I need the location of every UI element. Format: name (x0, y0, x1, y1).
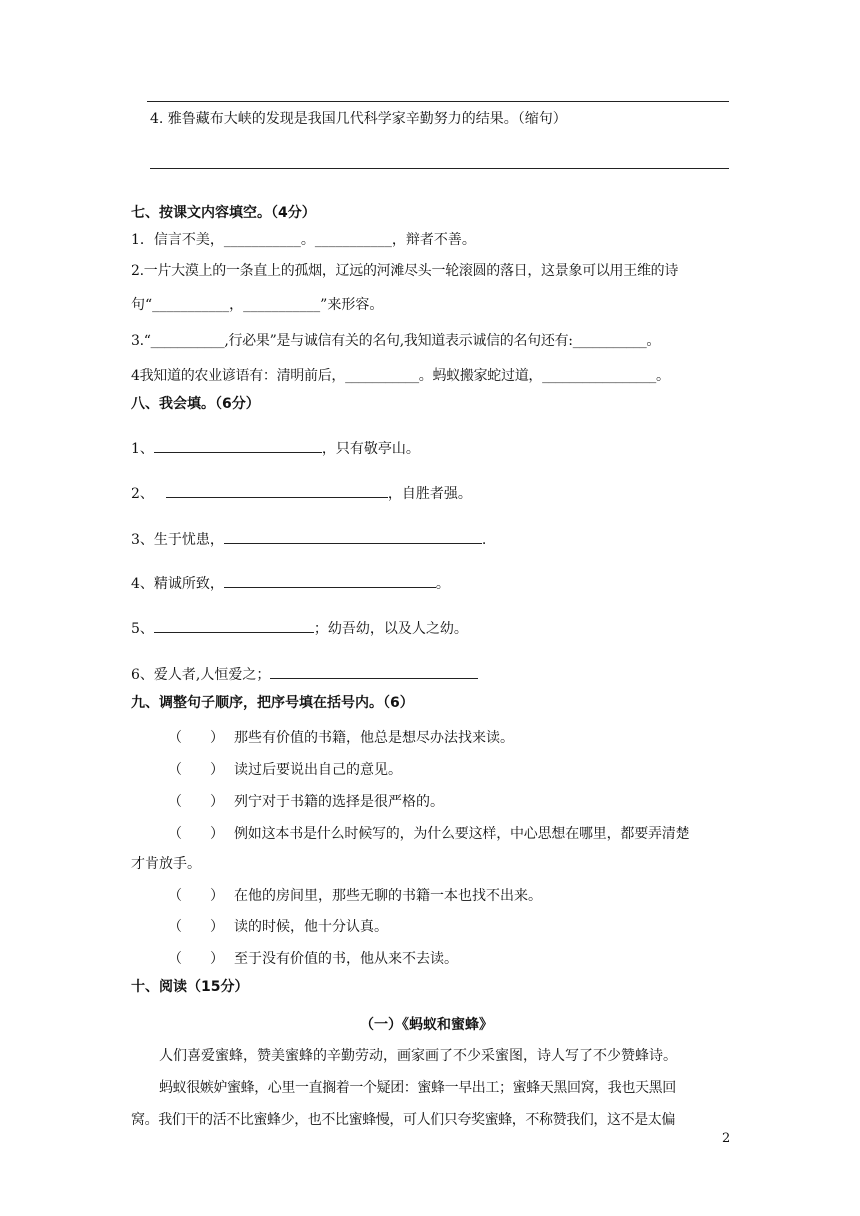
answer-blank[interactable] (224, 573, 436, 588)
order-paren[interactable]: （ ） (168, 951, 224, 967)
order-paren[interactable]: （ ） (168, 826, 224, 842)
order-paren[interactable]: （ ） (168, 919, 224, 935)
order-item-7 (168, 948, 458, 968)
passage-title: （一）《蚂蚁和蜜蜂》 (360, 1017, 493, 1033)
question-7-2-line2: 句“___________，___________”来形容。 (131, 297, 384, 313)
section-8-heading: 八、我会填。（6分） (131, 396, 260, 412)
passage-paragraph-2-line1: 蚂蚁很嫉妒蜜蜂，心里一直搁着一个疑团：蜜蜂一早出工；蜜蜂天黑回窝，我也天黑回 (159, 1080, 676, 1096)
section-9-heading: 九、调整句子顺序，把序号填在括号内。（6） (131, 695, 414, 711)
fill-item-3 (131, 529, 486, 549)
order-text: 在他的房间里，那些无聊的书籍一本也找不出来。 (234, 888, 542, 904)
order-text: 读过后要说出自己的意见。 (234, 762, 402, 778)
order-item-3 (168, 791, 444, 811)
order-text: 列宁对于书籍的选择是很严格的。 (234, 794, 444, 810)
answer-blank[interactable] (154, 438, 322, 453)
question-7-2-line1: 2.一片大漠上的一条直上的孤烟，辽远的河滩尽头一轮滚圆的落日，这景象可以用王维的诗 (131, 263, 679, 279)
section-10-heading: 十、阅读（15分） (131, 979, 249, 995)
passage-paragraph-2-line2: 窝。我们干的活不比蜜蜂少，也不比蜜蜂慢，可人们只夸奖蜜蜂，不称赞我们，这不是太偏 (131, 1112, 675, 1128)
fill-item-1 (131, 438, 420, 458)
order-paren[interactable]: （ ） (168, 794, 224, 810)
fill-item-prefix: 3、生于忧患， (131, 532, 224, 548)
fill-item-suffix: ，自胜者强。 (387, 486, 472, 502)
question-7-4: 4我知道的农业谚语有：清明前后，___________。蚂蚁搬家蛇过道，_________________。 (131, 368, 670, 384)
fill-item-prefix: 4、精诚所致， (131, 576, 224, 592)
order-text: 至于没有价值的书，他从来不去读。 (234, 951, 458, 967)
fill-item-4 (131, 573, 450, 593)
answer-line (150, 168, 729, 169)
order-item-5 (168, 885, 542, 905)
fill-item-prefix: 2、 (131, 486, 154, 502)
order-item-2 (168, 759, 402, 779)
order-text: 那些有价值的书籍，他总是想尽办法找来读。 (234, 730, 514, 746)
order-paren[interactable]: （ ） (168, 730, 224, 746)
answer-blank[interactable] (270, 664, 478, 679)
fill-item-5 (131, 618, 468, 638)
fill-item-2 (131, 483, 472, 503)
order-item-4 (168, 823, 689, 843)
fill-item-suffix: ，只有敬亭山。 (321, 441, 420, 457)
order-paren[interactable]: （ ） (168, 888, 224, 904)
fill-item-prefix: 6、爱人者,人恒爱之； (131, 667, 271, 683)
order-text: 例如这本书是什么时候写的，为什么要这样，中心思想在哪里，都要弄清楚 (234, 826, 690, 842)
fill-item-prefix: 1、 (131, 441, 154, 457)
answer-blank[interactable] (166, 483, 388, 498)
answer-blank[interactable] (154, 618, 314, 633)
order-item-4-continued: 才肯放手。 (131, 856, 201, 872)
answer-line (147, 101, 729, 102)
passage-paragraph-1: 人们喜爱蜜蜂，赞美蜜蜂的辛勤劳动，画家画了不少采蜜图，诗人写了不少赞蜂诗。 (159, 1048, 677, 1064)
order-item-1 (168, 727, 514, 747)
order-item-6 (168, 916, 388, 936)
fill-item-suffix: 。 (435, 576, 450, 592)
fill-item-6 (131, 664, 478, 684)
order-paren[interactable]: （ ） (168, 762, 224, 778)
section-7-heading: 七、按课文内容填空。（4分） (131, 205, 316, 221)
page-number: 2 (722, 1131, 731, 1146)
question-7-3: 3.“___________,行必果”是与诚信有关的名句,我知道表示诚信的名句还有:___________。 (131, 333, 661, 349)
order-text: 读的时候，他十分认真。 (234, 919, 388, 935)
fill-item-suffix: . (481, 532, 487, 548)
question-6-4: 4. 雅鲁藏布大峡的发现是我国几代科学家辛勤努力的结果。（缩句） (150, 111, 567, 127)
question-7-1: 1．信言不美，___________。___________，辩者不善。 (131, 232, 476, 248)
fill-item-suffix: ；幼吾幼，以及人之幼。 (313, 621, 468, 637)
fill-item-prefix: 5、 (131, 621, 154, 637)
answer-blank[interactable] (224, 529, 482, 544)
